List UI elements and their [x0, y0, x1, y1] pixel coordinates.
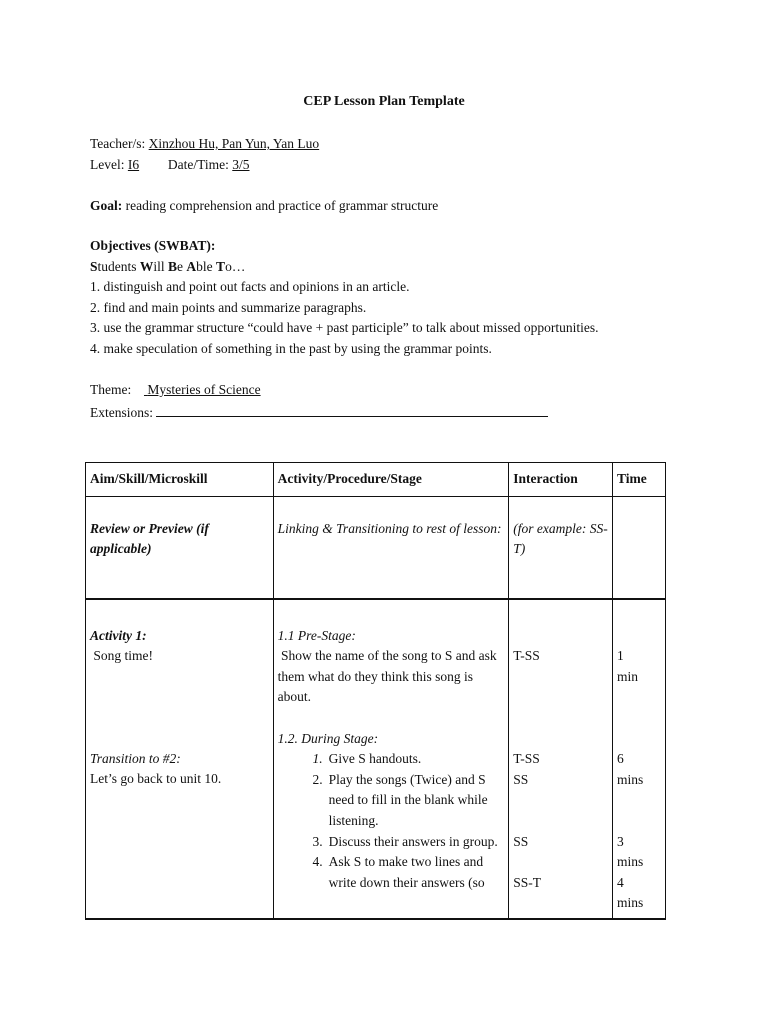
- objective-item: 4. make speculation of something in the past by using the grammar points.: [90, 341, 492, 356]
- step-interaction: SS: [513, 833, 529, 849]
- objective-item: 2. find and main points and summarize paragraphs.: [90, 300, 367, 315]
- objective-item: 1. distinguish and point out facts and opinions in an article.: [90, 279, 410, 294]
- transition-title: Transition to #2:: [90, 750, 181, 766]
- level-value: I6: [127, 157, 140, 172]
- goal-label: Goal:: [90, 198, 123, 213]
- step-interaction: SS-T: [513, 874, 541, 890]
- review-interaction: (for example: SS-T): [509, 496, 613, 599]
- activity-title: Activity 1:: [90, 627, 147, 643]
- list-item: 3. Discuss their answers in group.: [312, 833, 498, 849]
- extensions-label: Extensions:: [90, 405, 153, 420]
- datetime-label: Date/Time:: [167, 157, 229, 172]
- level-date-line: [90, 157, 250, 173]
- list-item: 1. Give S handouts.: [312, 751, 422, 767]
- teacher-line: [90, 136, 385, 152]
- during-steps: [278, 749, 505, 893]
- during-stage-title: 1.2. During Stage:: [277, 730, 379, 746]
- activity-aim-cell: [86, 599, 274, 919]
- header-aim: Aim/Skill/Microskill: [86, 463, 274, 497]
- objectives-heading: Objectives (SWBAT):: [90, 238, 216, 253]
- objective-item: 3. use the grammar structure “could have + past participle” to talk about missed opportunities.: [90, 320, 599, 335]
- pre-stage-title: 1.1 Pre-Stage:: [277, 627, 356, 643]
- review-procedure: Linking & Transitioning to rest of lesson:: [273, 496, 509, 599]
- list-item: 4. Ask S to make two lines and write down their answers (so: [312, 854, 485, 890]
- header-interaction: Interaction: [509, 463, 613, 497]
- step-time: 6: [617, 751, 624, 767]
- list-item: 2. Play the songs (Twice) and S need to fill in the blank while listening.: [312, 771, 488, 828]
- goal-value: reading comprehension and practice of grammar structure: [125, 198, 439, 213]
- review-aim: Review or Preview (if applicable): [86, 496, 274, 599]
- table-header-row: [86, 463, 666, 497]
- activity-procedure-cell: [273, 599, 509, 919]
- page-title: CEP Lesson Plan Template: [303, 94, 465, 109]
- step-time: 3 mins: [617, 833, 644, 870]
- theme-label: Theme:: [90, 382, 132, 397]
- step-time: 4 mins: [617, 874, 644, 911]
- transition-text: Let’s go back to unit 10.: [90, 771, 222, 787]
- theme-line: [90, 382, 261, 398]
- theme-value: Mysteries of Science: [147, 382, 261, 397]
- goal-line: [90, 198, 438, 214]
- activity-text: Song time!: [90, 648, 153, 664]
- pre-stage-text: Show the name of the song to S and ask them what do they think this song is about.: [277, 648, 501, 705]
- activity-row: [86, 599, 666, 919]
- step-interaction: SS: [513, 771, 529, 787]
- step-time: mins: [617, 771, 644, 787]
- review-time: [613, 496, 666, 599]
- datetime-value: 3/5: [232, 157, 250, 172]
- extensions-line: [90, 402, 548, 421]
- step-interaction: T-SS: [513, 751, 540, 767]
- teacher-value: Xinzhou Hu, Pan Yun, Yan Luo: [148, 136, 320, 151]
- pre-time: 1 min: [617, 648, 639, 684]
- header-time: Time: [613, 463, 666, 497]
- extensions-blank: [156, 402, 548, 417]
- review-row: [86, 496, 666, 599]
- lesson-plan-table: [85, 462, 666, 920]
- level-label: Level:: [90, 157, 125, 172]
- activity-interaction-cell: [509, 599, 613, 919]
- pre-interaction: T-SS: [513, 648, 540, 664]
- activity-time-cell: [613, 599, 666, 919]
- header-activity: Activity/Procedure/Stage: [273, 463, 509, 497]
- swbat-line: Students Will Be Able To…: [90, 259, 246, 274]
- teacher-label: Teacher/s:: [90, 136, 146, 151]
